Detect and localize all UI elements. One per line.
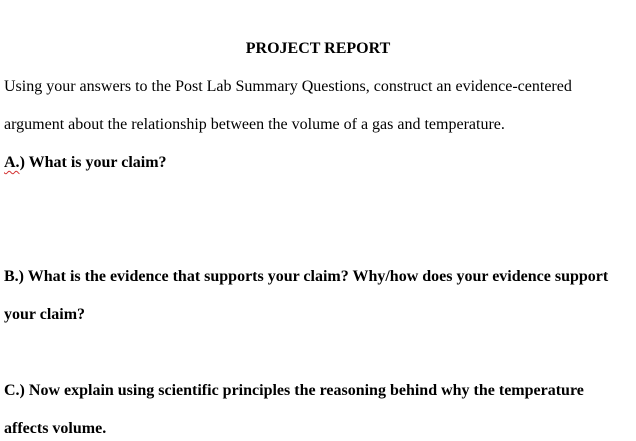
question-a-marker: A. xyxy=(4,154,20,171)
question-c-line-2: affects volume. xyxy=(4,420,107,437)
intro-line-2: argument about the relationship between the volume of a gas and temperature. xyxy=(4,116,505,133)
question-b-line-1: B.) What is the evidence that supports your claim? Why/how does your evidence support xyxy=(4,268,609,285)
question-a-text: ) What is your claim? xyxy=(19,154,167,171)
question-a xyxy=(4,153,167,173)
page-title: PROJECT REPORT xyxy=(245,40,391,57)
question-b-line-2: your claim? xyxy=(4,306,86,323)
question-c-line-1: C.) Now explain using scientific principles the reasoning behind why the temperature xyxy=(4,382,584,399)
intro-line-1: Using your answers to the Post Lab Summary Questions, construct an evidence-centered xyxy=(4,78,572,95)
